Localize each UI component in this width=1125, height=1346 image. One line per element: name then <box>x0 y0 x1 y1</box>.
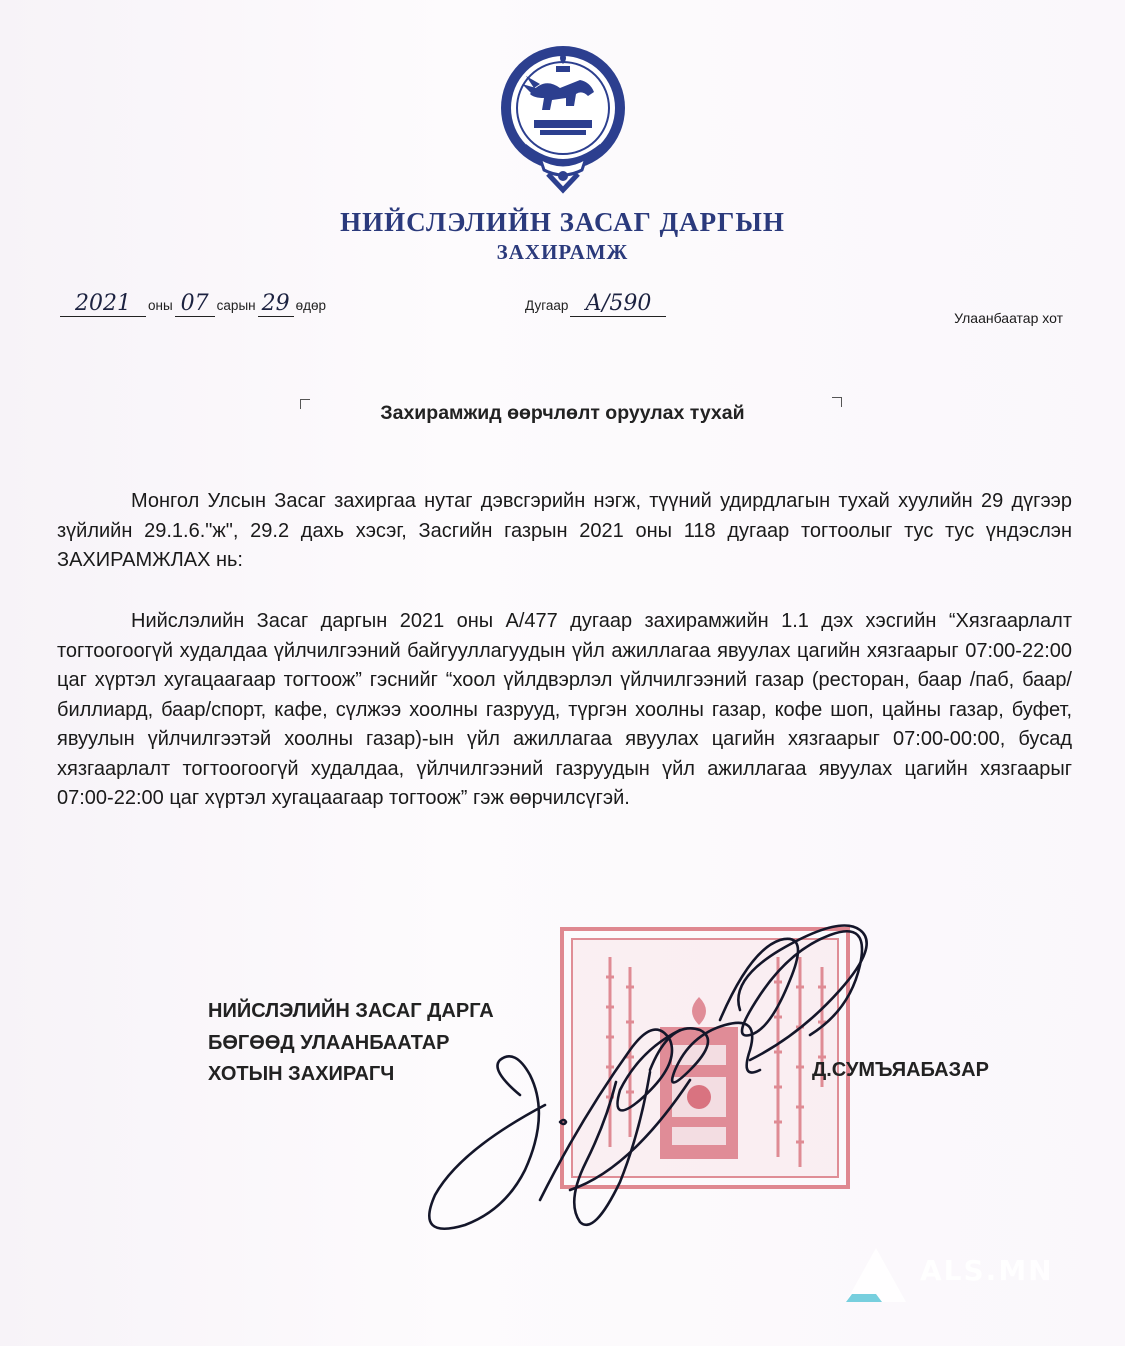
date-month-suffix: сарын <box>216 298 256 313</box>
document-type: ЗАХИРАМЖ <box>496 240 629 264</box>
signatory-name: Д.СУМЪЯАБАЗАР <box>812 1059 989 1081</box>
date-day-suffix: өдөр <box>295 298 327 313</box>
decree-number <box>523 292 666 317</box>
number-label: Дугаар <box>525 298 569 313</box>
date-year-suffix: оны <box>148 298 173 313</box>
state-emblem-icon <box>496 36 630 200</box>
paragraph-legal-basis: Монгол Улсын Засаг захиргаа нутаг дэвсгэрийн нэгж, түүний удирдлагын тухай хуулийн 29 дүгээр зүйлийн 29.1.6."ж", 29.2 дахь хэсэг, Засгийн газрын 2021 оны 118 дугаар тогтоолыг тус тус үндэслэн ЗАХИРАМЖЛАХ нь: <box>57 490 1072 571</box>
date-day: 29 <box>258 292 294 317</box>
signatory-title-line1: НИЙСЛЭЛИЙН ЗАСАГ ДАРГА <box>208 1000 494 1022</box>
number-value: А/590 <box>570 292 666 317</box>
watermark-text: ALS.MN <box>920 1254 1054 1287</box>
issuing-city: Улаанбаатар хот <box>954 310 1063 326</box>
issuing-authority: НИЙСЛЭЛИЙН ЗАСАГ ДАРГЫН <box>340 207 785 237</box>
signatory-title-line2: БӨГӨӨД УЛААНБААТАР <box>208 1031 450 1054</box>
decree-date <box>60 292 328 317</box>
handwritten-signature <box>420 890 890 1270</box>
date-month: 07 <box>175 292 215 317</box>
date-year: 2021 <box>60 292 146 317</box>
signatory-title-line3: ХОТЫН ЗАХИРАГЧ <box>208 1063 395 1085</box>
paragraph-amendment: Нийслэлийн Засаг даргын 2021 оны А/477 дугаар захирамжийн 1.1 дэх хэсгийн “Хязгаарлалт тогтоогоогүй худалдаа үйлчилгээний байгууллагуудын үйл ажиллагаа явуулах цагийн хязгаарыг 07:00-22:00 цаг хүртэл хугацаагаар тогтоож” гэснийг “хоол үйлдвэрлэл үйлчилгээний газар (ресторан, баар /паб, баар/ биллиард, баар/спорт, кафе, сүлжээ хоолны газрууд, түргэн хоолны газар, кофе шоп, цайны газар, буфет, явуулын үйлчилгээтэй хоолны газар)-ын үйл ажиллагаа явуулах цагийн хязгаарыг 07:00-00:00, бусад хязгаарлалт тогтоогоогүй худалдаа, үйлчилгээний газруудын үйл ажиллагаа явуулах цагийн хязгаарыг 07:00-22:00 цаг хүртэл хугацаагаар тогтоож” гэж өөрчилсүгэй. <box>57 610 1072 809</box>
decree-subject: Захирамжид өөрчлөлт оруулах тухай <box>380 402 745 424</box>
